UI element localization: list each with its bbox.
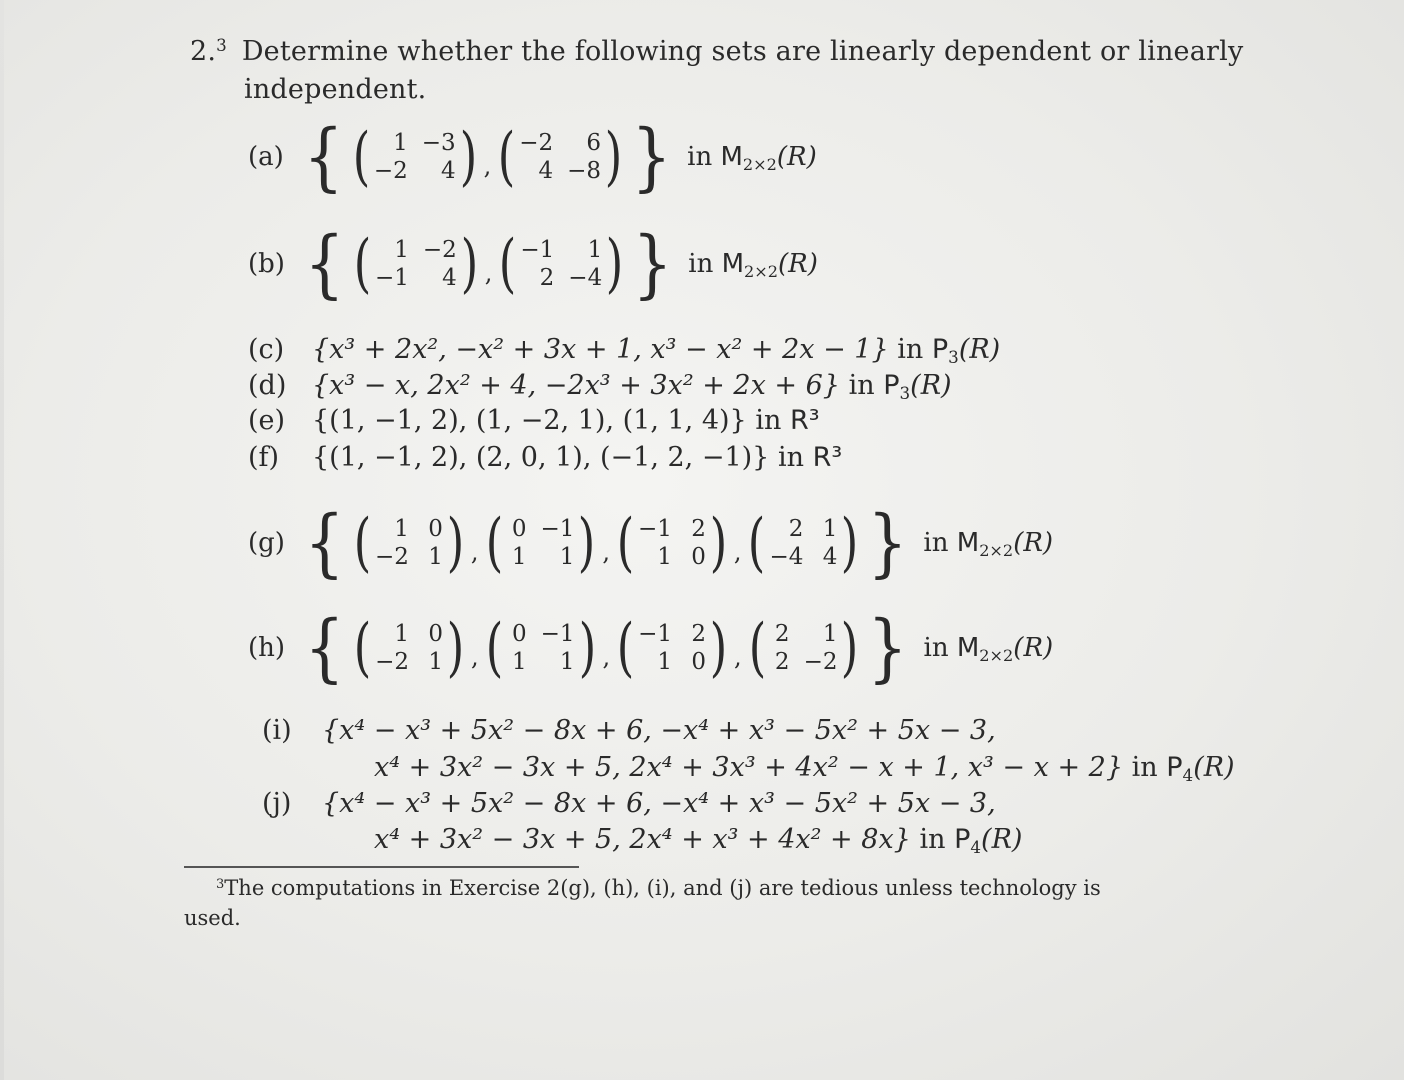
item-label: (d)	[248, 370, 287, 401]
matrix: 1 −3 −2 4	[373, 130, 456, 184]
footnote-rule	[184, 866, 579, 868]
matrix: −1 2 1 0	[637, 516, 706, 570]
item-a: (a) { ( 1 −3 −2 4 ) , ( −2 6 4 −8 ) } in $M_{2\times 2}(R)$	[248, 114, 817, 200]
item-label: (c)	[248, 334, 285, 365]
item-set: {x³ − x, 2x² + 4, −2x³ + 3x² + 2x + 6}	[312, 370, 840, 401]
matrix: 2 1 −4 4	[769, 516, 838, 570]
item-c: (c) {x³ + 2x², −x² + 3x + 1, x³ − x² + 2x − 1} in $P_3(R)$	[248, 334, 1001, 368]
problem-text-line1: Determine whether the following sets are linearly dependent or linearly	[241, 36, 1244, 67]
vector-space: in $M_{2\times 2}(R)$	[688, 249, 818, 281]
matrix: 1 0 −2 1	[375, 621, 444, 675]
vector-space: in $M_{2\times 2}(R)$	[923, 633, 1054, 665]
footnote-line2: used.	[184, 906, 241, 930]
problem-header	[190, 36, 1243, 67]
item-set-line2: x⁴ + 3x² − 3x + 5, 2x⁴ + x³ + 4x² + 8x}	[374, 824, 911, 855]
item-b: (b) { ( 1 −2 −1 4 ) , ( −1 1 2 −4 ) } in $M_{2\times 2}(R)$	[248, 221, 818, 307]
item-i-cont: x⁴ + 3x² − 3x + 5, 2x⁴ + 3x³ + 4x² − x + 1, x³ − x + 2} in $P_4(R)$	[374, 752, 1235, 786]
item-j	[262, 788, 996, 819]
item-label: (g)	[248, 528, 285, 558]
item-i	[262, 715, 996, 746]
item-set-line1: {x⁴ − x³ + 5x² − 8x + 6, −x⁴ + x³ − 5x² + 5x − 3,	[322, 788, 996, 819]
matrix: 1 0 −2 1	[375, 516, 443, 570]
problem-text-line2: independent.	[244, 74, 427, 105]
item-label: (h)	[248, 633, 286, 663]
matrix: 1 −2 −1 4	[375, 237, 457, 291]
item-h: (h) { ( 1 0 −2 1 ) , ( 0 −1 1 1 ) , ( −1 2 1 0 ) , ( 2 1 2 −2 ) } in $M_{2\times 2}(R)$	[248, 605, 1054, 691]
item-set-line1: {x⁴ − x³ + 5x² − 8x + 6, −x⁴ + x³ − 5x² + 5x − 3,	[322, 715, 996, 746]
item-e: (e) {(1, −1, 2), (1, −2, 1), (1, 1, 4)} in R³	[248, 405, 820, 436]
matrix: 0 −1 1 1	[511, 621, 575, 675]
item-label: (e)	[248, 405, 286, 436]
item-set-line2: x⁴ + 3x² − 3x + 5, 2x⁴ + 3x³ + 4x² − x + 1, x³ − x + 2}	[374, 752, 1124, 783]
matrix: −2 6 4 −8	[519, 130, 602, 184]
matrix: 0 −1 1 1	[511, 516, 575, 570]
matrix: −1 1 2 −4	[520, 237, 603, 291]
item-label: (f)	[248, 442, 280, 473]
footnote-line1: $^3$The computations in Exercise 2(g), (h), (i), and (j) are tedious unless technology is	[216, 876, 1101, 900]
item-set: {(1, −1, 2), (2, 0, 1), (−1, 2, −1)}	[312, 442, 770, 473]
item-label: (a)	[248, 142, 284, 172]
footnote-marker: 3	[216, 34, 228, 55]
footnote-mark: 3	[216, 876, 225, 892]
item-set: {x³ + 2x², −x² + 3x + 1, x³ − x² + 2x − 1}	[312, 334, 889, 365]
item-label: (b)	[248, 249, 285, 279]
item-d: (d) {x³ − x, 2x² + 4, −2x³ + 3x² + 2x + 6} in $P_3(R)$	[248, 370, 952, 404]
problem-number: 2.	[190, 36, 217, 67]
item-f: (f) {(1, −1, 2), (2, 0, 1), (−1, 2, −1)} in R³	[248, 442, 843, 473]
vector-space: in $M_{2\times 2}(R)$	[923, 528, 1054, 560]
item-label: (i)	[262, 715, 292, 746]
vector-space: in $M_{2\times 2}(R)$	[687, 142, 817, 174]
item-j-cont: x⁴ + 3x² − 3x + 5, 2x⁴ + x³ + 4x² + 8x} in $P_4(R)$	[374, 824, 1023, 858]
item-set: {(1, −1, 2), (1, −2, 1), (1, 1, 4)}	[312, 405, 747, 436]
textbook-page	[4, 0, 1404, 1080]
item-label: (j)	[262, 788, 292, 819]
item-g: (g) { ( 1 0 −2 1 ) , ( 0 −1 1 1 ) , ( −1 2 1 0 ) , ( 2 1 −4 4 ) } in $M_{2\times 2}(R)$	[248, 500, 1054, 586]
matrix: −1 2 1 0	[638, 621, 706, 675]
matrix: 2 1 2 −2	[774, 621, 838, 675]
